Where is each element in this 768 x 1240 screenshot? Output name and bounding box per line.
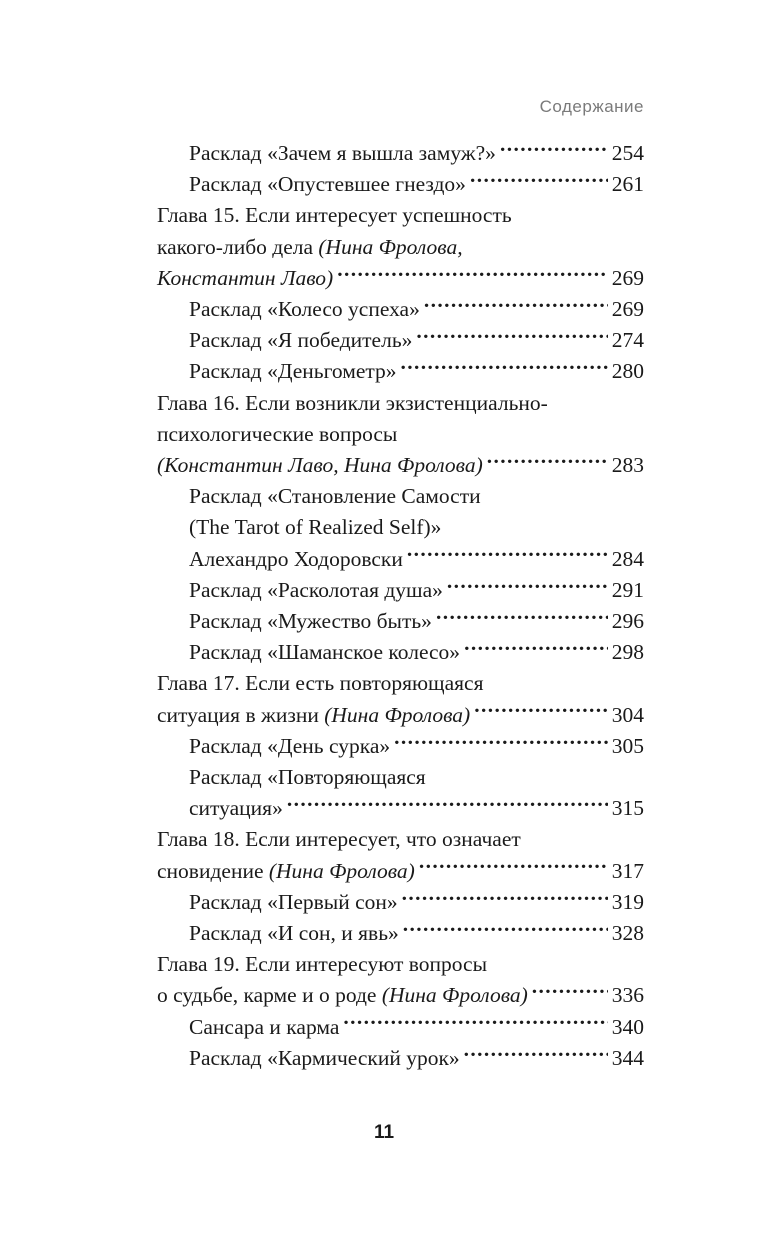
- toc-page-number: 291: [611, 577, 644, 602]
- toc-page-number: 304: [611, 702, 644, 727]
- leader-dots: [447, 575, 608, 597]
- leader-dots: [416, 326, 607, 348]
- toc-page-number: 317: [611, 858, 644, 883]
- toc-entry-title: о судьбе, карме и о роде: [157, 983, 382, 1008]
- toc-page-number: 319: [611, 889, 644, 914]
- toc-entry-title: Расклад «Первый сон»: [189, 889, 398, 914]
- toc-entry[interactable]: [157, 325, 644, 356]
- toc-page-number: 296: [611, 609, 644, 634]
- leader-dots: [474, 700, 608, 722]
- toc-entry-authors: (Нина Фролова): [268, 858, 415, 883]
- toc-entry-title: Расклад «Становление Самости: [189, 484, 481, 509]
- toc-entry-title: Алехандро Ходоровски: [189, 546, 403, 571]
- toc-entry-title: Расклад «Зачем я вышла замуж?»: [189, 141, 496, 165]
- toc-entry[interactable]: [157, 637, 644, 668]
- toc-page-number: 315: [611, 796, 644, 821]
- running-head: Содержание: [539, 97, 644, 116]
- leader-dots: [464, 638, 608, 660]
- toc-entry-title: Расклад «Повторяющаяся: [189, 765, 426, 790]
- toc-entry-title: ситуация»: [189, 796, 283, 821]
- toc-entry-authors: (Нина Фролова,: [318, 234, 463, 259]
- table-of-contents: [157, 138, 644, 1074]
- toc-entry-title: какого-либо дела: [157, 234, 319, 259]
- toc-page-number: 344: [611, 1045, 644, 1070]
- leader-dots: [419, 856, 608, 878]
- toc-entry-title: (The Tarot of Realized Self)»: [189, 515, 442, 540]
- toc-entry-title: Расклад «Колесо успеха»: [189, 297, 420, 322]
- toc-entry-title: Сансара и карма: [189, 1014, 340, 1039]
- toc-entry-authors: (Нина Фролова): [381, 983, 528, 1008]
- leader-dots: [401, 357, 608, 379]
- toc-entry-title: Глава 16. Если возникли экзистенциально-: [157, 390, 548, 415]
- toc-entry[interactable]: [157, 606, 644, 637]
- toc-page-number: 284: [611, 546, 644, 571]
- toc-chapter-entry[interactable]: [157, 824, 644, 886]
- leader-dots: [337, 263, 608, 285]
- leader-dots: [500, 139, 608, 161]
- leader-dots: [424, 295, 608, 317]
- toc-entry-authors: (Нина Фролова): [324, 702, 471, 727]
- toc-entry-title: Расклад «День сурка»: [189, 733, 391, 758]
- leader-dots: [403, 919, 608, 941]
- toc-chapter-entry[interactable]: [157, 949, 644, 1011]
- toc-entry[interactable]: [157, 169, 644, 200]
- toc-page-number: 283: [611, 453, 644, 478]
- toc-page-number: 269: [611, 265, 644, 290]
- toc-entry-title: Расклад «Расколотая душа»: [189, 577, 443, 602]
- toc-page-number: 336: [611, 983, 644, 1008]
- toc-entry-title: Расклад «Я победитель»: [189, 328, 413, 353]
- leader-dots: [464, 1043, 608, 1065]
- toc-entry[interactable]: [157, 1012, 644, 1043]
- toc-page-number: 261: [611, 172, 644, 197]
- toc-page-number: 269: [611, 297, 644, 322]
- toc-page-number: 328: [611, 921, 644, 946]
- toc-entry[interactable]: [157, 918, 644, 949]
- toc-entry-title: сновидение: [157, 858, 269, 883]
- toc-entry-title: Глава 19. Если интересуют вопросы: [157, 952, 488, 977]
- toc-entry-title: Глава 17. Если есть повторяющаяся: [157, 671, 484, 696]
- toc-entry-authors: (Константин Лаво, Нина Фролова): [157, 453, 483, 478]
- toc-entry[interactable]: [157, 1043, 644, 1074]
- toc-entry-title: Расклад «Кармический урок»: [189, 1045, 460, 1070]
- leader-dots: [343, 1012, 607, 1034]
- leader-dots: [407, 544, 608, 566]
- toc-page-number: 305: [611, 733, 644, 758]
- toc-entry-title: ситуация в жизни: [157, 702, 325, 727]
- toc-entry-title: Расклад «Деньгометр»: [189, 359, 397, 384]
- page-number: 11: [373, 1122, 395, 1143]
- toc-chapter-entry[interactable]: [157, 668, 644, 730]
- leader-dots: [487, 451, 608, 473]
- toc-entry-title: Расклад «И сон, и явь»: [189, 921, 399, 946]
- toc-entry-title: Глава 18. Если интересует, что означает: [157, 827, 521, 852]
- leader-dots: [287, 794, 608, 816]
- leader-dots: [394, 731, 608, 753]
- leader-dots: [532, 981, 608, 1003]
- toc-entry[interactable]: [157, 294, 644, 325]
- toc-entry[interactable]: [157, 481, 644, 575]
- toc-page-number: 254: [611, 141, 644, 165]
- leader-dots: [402, 887, 608, 909]
- toc-entry[interactable]: [157, 138, 644, 169]
- toc-entry[interactable]: [157, 887, 644, 918]
- toc-page-number: 340: [611, 1014, 644, 1039]
- toc-entry-title: Расклад «Мужество быть»: [189, 609, 432, 634]
- toc-entry[interactable]: [157, 731, 644, 762]
- toc-entry-authors: Константин Лаво): [157, 265, 334, 290]
- toc-chapter-entry[interactable]: [157, 200, 644, 294]
- toc-entry-title: Расклад «Опустевшее гнездо»: [189, 172, 466, 197]
- toc-page-number: 274: [611, 328, 644, 353]
- toc-chapter-entry[interactable]: [157, 388, 644, 482]
- toc-page-number: 280: [611, 359, 644, 384]
- toc-entry-title: Расклад «Шаманское колесо»: [189, 640, 461, 665]
- toc-entry-title: психологические вопросы: [157, 421, 398, 446]
- toc-entry[interactable]: [157, 762, 644, 824]
- toc-page-number: 298: [611, 640, 644, 665]
- leader-dots: [436, 607, 608, 629]
- toc-entry[interactable]: [157, 575, 644, 606]
- toc-entry-title: Глава 15. Если интересует успешность: [157, 203, 512, 228]
- leader-dots: [470, 170, 608, 192]
- toc-entry[interactable]: [157, 356, 644, 387]
